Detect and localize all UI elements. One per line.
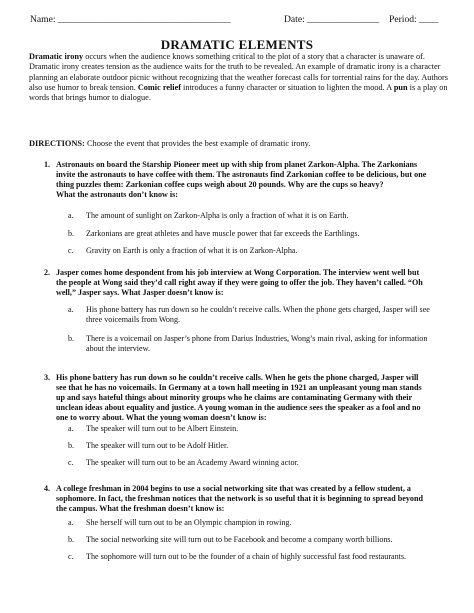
- option-letter: a.: [68, 305, 74, 314]
- option-letter: b.: [68, 441, 75, 450]
- term-dramatic-irony: Dramatic irony: [29, 52, 84, 61]
- option-text: about the interview.: [86, 344, 150, 354]
- answer-option[interactable]: [68, 305, 458, 327]
- period-field-label: Period: ____: [389, 14, 439, 25]
- answer-option[interactable]: [68, 246, 458, 258]
- question-number: 4.: [44, 484, 51, 493]
- answer-option[interactable]: [68, 229, 458, 241]
- answer-option[interactable]: [68, 535, 458, 547]
- question-prompt-line: up and says hateful things about minority groups who he claims are contaminating Germany with their: [56, 393, 413, 403]
- answer-option[interactable]: [68, 424, 458, 436]
- question-prompt-line: invite the astronauts to have coffee with them. The astronauts find Zarkonian coffee to be delicious, but one: [56, 170, 427, 180]
- option-letter: b.: [68, 334, 75, 343]
- question-prompt-line: the campus. What the freshman doesn’t know is:: [56, 504, 225, 514]
- directions-label: DIRECTIONS:: [29, 139, 85, 148]
- option-text: She herself will turn out to be an Olympic champion in rowing.: [86, 518, 292, 527]
- question-prompt-line: thing puzzles them: Zarkonian coffee cups weigh about 20 pounds. Why are the cups so heavy?: [56, 180, 384, 190]
- option-letter: b.: [68, 229, 75, 238]
- directions-text: Choose the event that provides the best example of dramatic irony.: [84, 139, 311, 148]
- answer-option[interactable]: [68, 211, 458, 223]
- term-pun: pun: [393, 82, 408, 92]
- option-letter: a.: [68, 424, 74, 433]
- option-text: Gravity on Earth is only a fraction of what it is on Zarkon-Alpha.: [86, 246, 298, 255]
- option-text: three voicemails from Wong.: [86, 315, 181, 325]
- question-prompt-line: His phone battery has run down so he couldn’t receive calls. When he gets the phone charged, Jasper will: [56, 373, 419, 382]
- question-prompt-line: A college freshman in 2004 begins to use a social networking site that was created by a fellow student, a: [56, 484, 411, 493]
- question-number: 2.: [44, 268, 51, 277]
- answer-option[interactable]: [68, 441, 458, 453]
- question-prompt-line: well,” Jasper says. What Jasper doesn’t know is:: [56, 288, 224, 298]
- option-letter: a.: [68, 518, 74, 527]
- question-number: 1.: [44, 160, 51, 169]
- option-letter: c.: [68, 246, 74, 255]
- question-prompt-line: What the astronauts don’t know is:: [56, 190, 178, 200]
- option-text: The speaker will turn out to be Albert Einstein.: [86, 424, 239, 433]
- option-text: The speaker will turn out to be an Academy Award winning actor.: [86, 458, 299, 467]
- question-prompt-line: unclean ideas about equality and justice. A young woman in the audience sees the speaker as a fool and no: [56, 403, 421, 413]
- answer-option[interactable]: [68, 552, 458, 564]
- option-letter: c.: [68, 552, 74, 561]
- answer-option[interactable]: [68, 334, 458, 356]
- question-prompt-line: sophomore. In fact, the freshman notices that the network is so useful that it is beginning to spread beyond: [56, 494, 423, 504]
- option-letter: b.: [68, 535, 75, 544]
- question-prompt-line: the people at Wong said they’d call right away if they were going to offer the job. They haven’t called. “Oh: [56, 278, 423, 288]
- option-text: His phone battery has run down so he couldn’t receive calls. When the phone gets charged, Jasper will see: [86, 305, 430, 314]
- intro-text-1: occurs when the audience knows something critical to the plot of a story that a character is unaware of. Dramatic irony creates tension as the audience waits for the truth to be revealed. An example of dramatic irony is a character planning an elaborate outdoor picnic without recognizing that the weather forecast calls for torrential rains for the day. Authors also use humor to break tension.: [29, 52, 448, 92]
- option-text: Zarkonians are great athletes and have muscle power that far exceeds the Earthlings.: [86, 229, 360, 238]
- option-text: There is a voicemail on Jasper’s phone from Darius Industries, Wong’s main rival, asking for information: [86, 334, 428, 343]
- option-letter: a.: [68, 211, 74, 220]
- option-text: The social networking site will turn out to be Facebook and become a company worth billions.: [86, 535, 393, 544]
- intro-text-3: is a play on words that brings humor to dialogue.: [29, 82, 448, 103]
- option-text: The sophomore will turn out to be the founder of a chain of highly successful fast food restaurants.: [86, 552, 407, 561]
- date-field-label: Date: _______________: [284, 14, 380, 25]
- directions: [29, 139, 449, 148]
- question-number: 3.: [44, 373, 51, 382]
- question-prompt-line: one to worry about. What the young woman doesn’t know is:: [56, 413, 267, 423]
- question-prompt-line: see that he has no voicemails. In Germany at a town hall meeting in 1921 an unpleasant young man stands: [56, 383, 422, 393]
- answer-option[interactable]: [68, 518, 458, 530]
- worksheet-header: [0, 14, 474, 28]
- question-prompt-line: Astronauts on board the Starship Pioneer meet up with ship from planet Zarkon-Alpha. The Zarkonians: [56, 160, 418, 169]
- intro-text-2: introduces a funny character or situation to lighten the mood. A: [180, 82, 394, 92]
- question-prompt-line: Jasper comes home despondent from his job interview at Wong Corporation. The interview went well but: [56, 268, 420, 277]
- answer-option[interactable]: [68, 458, 458, 470]
- intro-paragraph: [29, 52, 449, 103]
- page-title: DRAMATIC ELEMENTS: [160, 37, 314, 52]
- term-comic-relief: Comic relief: [137, 82, 181, 92]
- name-field-label: Name: ____________________________________: [30, 14, 231, 25]
- option-text: The speaker will turn out to be Adolf Hitler.: [86, 441, 229, 450]
- option-text: The amount of sunlight on Zarkon-Alpha is only a fraction of what it is on Earth.: [86, 211, 349, 220]
- option-letter: c.: [68, 458, 74, 467]
